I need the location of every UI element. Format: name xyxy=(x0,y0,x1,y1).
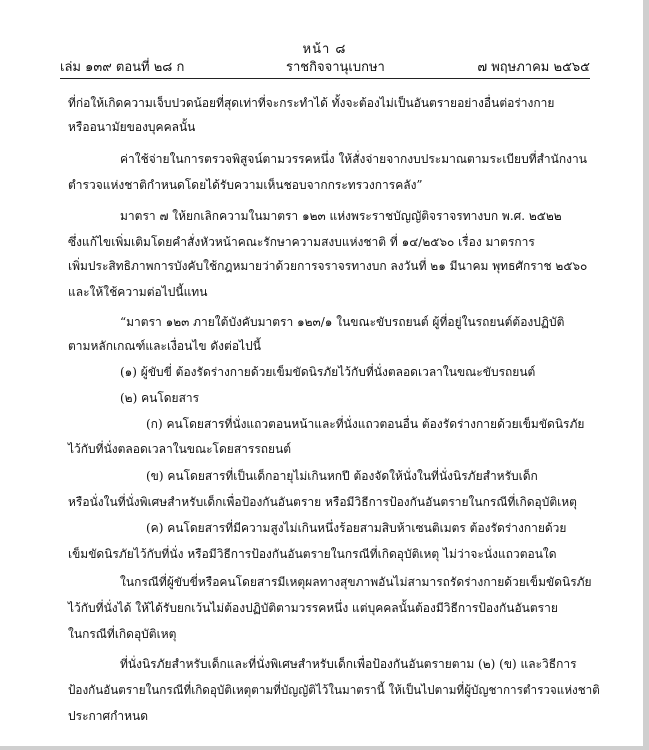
body-line: มาตรา ๗ ให้ยกเลิกความในมาตรา ๑๒๓ แห่งพระราชบัญญัติจราจรทางบก พ.ศ. ๒๕๒๒ xyxy=(120,209,562,223)
header-divider xyxy=(60,78,590,79)
body-line: ไว้กับที่นั่งได้ ให้ได้รับยกเว้นไม่ต้องปฏิบัติตามวรรคหนึ่ง แต่บุคคลนั้นต้องมีวิธีการป้องกันอันตราย xyxy=(68,601,558,615)
body-line: หรือนั่งในที่นั่งพิเศษสำหรับเด็กเพื่อป้องกันอันตราย หรือมีวิธีการป้องกันอันตรายในกรณีที่เกิดอุบัติเหตุ xyxy=(68,495,577,509)
body-line: (๒) คนโดยสาร xyxy=(120,391,200,405)
body-line: หรืออนามัยของบุคคลนั้น xyxy=(68,120,196,134)
body-line: และให้ใช้ความต่อไปนี้แทน xyxy=(68,285,208,299)
publication-name: ราชกิจจานุเบกษา xyxy=(286,60,385,75)
body-line: เพิ่มประสิทธิภาพการบังคับใช้กฎหมายว่าด้วยการจราจรทางบก ลงวันที่ ๒๑ มีนาคม พุทธศักราช ๒๕๖๐ xyxy=(68,259,588,273)
body-line: ค่าใช้จ่ายในการตรวจพิสูจน์ตามวรรคหนึ่ง ให้สั่งจ่ายจากงบประมาณตามระเบียบที่สำนักงาน xyxy=(120,152,587,166)
body-line: (ข) คนโดยสารที่เป็นเด็กอายุไม่เกินหกปี ต้องจัดให้นั่งในที่นั่งนิรภัยสำหรับเด็ก xyxy=(146,469,538,483)
body-line: เข็มขัดนิรภัยไว้กับที่นั่ง หรือมีวิธีการป้องกันอันตรายในกรณีที่เกิดอุบัติเหตุ ไม่ว่าจะนั่งแถวตอนใด xyxy=(68,547,557,561)
body-line: (ค) คนโดยสารที่มีความสูงไม่เกินหนึ่งร้อยสามสิบห้าเซนติเมตร ต้องรัดร่างกายด้วย xyxy=(146,521,567,535)
body-line: ที่นั่งนิรภัยสำหรับเด็กและที่นั่งพิเศษสำหรับเด็กเพื่อป้องกันอันตรายตาม (๒) (ข) และวิธีการ xyxy=(120,657,577,671)
body-line: ประกาศกำหนด xyxy=(68,709,149,723)
body-line: ในกรณีที่เกิดอุบัติเหตุ xyxy=(68,627,177,641)
body-line: ในกรณีที่ผู้ขับขี่หรือคนโดยสารมีเหตุผลทางสุขภาพอันไม่สามารถรัดร่างกายด้วยเข็มขัดนิรภัย xyxy=(120,575,592,589)
publication-date: ๗ พฤษภาคม ๒๕๖๕ xyxy=(477,60,590,75)
body-line: ซึ่งแก้ไขเพิ่มเติมโดยคำสั่งหัวหน้าคณะรักษาความสงบแห่งชาติ ที่ ๑๔/๒๕๖๐ เรื่อง มาตรการ xyxy=(68,235,535,249)
body-line: “มาตรา ๑๒๓ ภายใต้บังคับมาตรา ๑๒๓/๑ ในขณะขับรถยนต์ ผู้ที่อยู่ในรถยนต์ต้องปฏิบัติ xyxy=(120,315,565,329)
gazette-header xyxy=(60,56,590,76)
body-line: (๑) ผู้ขับขี่ ต้องรัดร่างกายด้วยเข็มขัดนิรภัยไว้กับที่นั่งตลอดเวลาในขณะขับรถยนต์ xyxy=(120,365,536,379)
body-line: ไว้กับที่นั่งตลอดเวลาในขณะโดยสารรถยนต์ xyxy=(68,442,292,456)
body-line: (ก) คนโดยสารที่นั่งแถวตอนหน้าและที่นั่งแถวตอนอื่น ต้องรัดร่างกายด้วยเข็มขัดนิรภัย xyxy=(146,417,585,431)
body-line: ป้องกันอันตรายในกรณีที่เกิดอุบัติเหตุตามที่บัญญัติไว้ในมาตรานี้ ให้เป็นไปตามที่ผู้บัญชาการตำรวจแห่งชาติ xyxy=(68,683,600,697)
body-line: ตามหลักเกณฑ์และเงื่อนไข ดังต่อไปนี้ xyxy=(68,339,261,353)
body-line: ตำรวจแห่งชาติกำหนดโดยได้รับความเห็นชอบจากกระทรวงการคลัง” xyxy=(68,178,423,192)
page-number: หน้า ๘ xyxy=(302,42,347,57)
body-line: ที่ก่อให้เกิดความเจ็บปวดน้อยที่สุดเท่าที่จะกระทำได้ ทั้งจะต้องไม่เป็นอันตรายอย่างอื่นต่อร่างกาย xyxy=(68,96,555,110)
volume-issue: เล่ม ๑๓๙ ตอนที่ ๒๘ ก xyxy=(60,60,185,75)
